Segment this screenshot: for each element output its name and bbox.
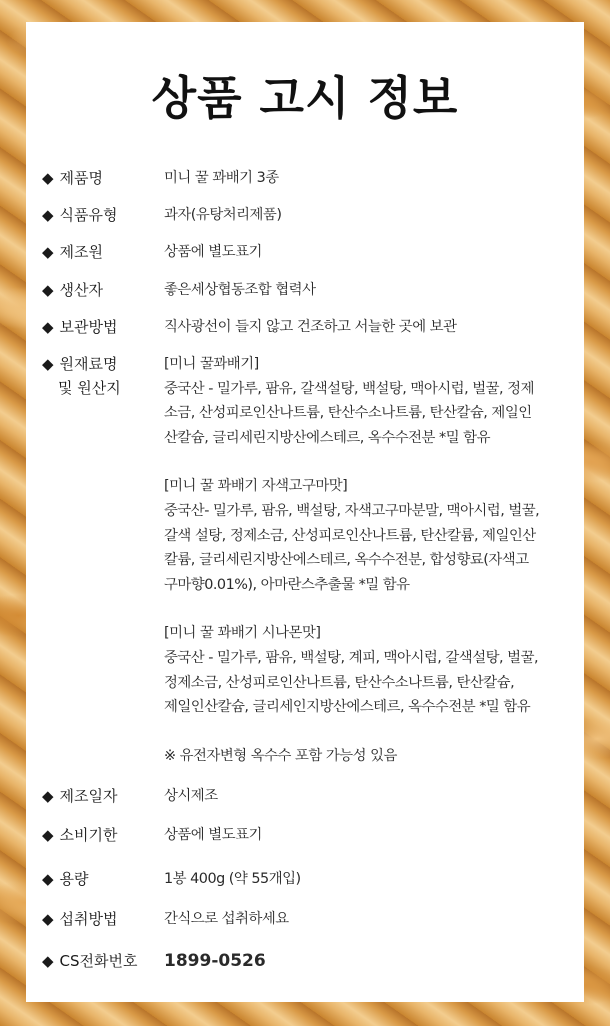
diamond-bullet-icon: ◆ (42, 281, 54, 299)
label-text: CS전화번호 (59, 952, 138, 970)
ingredient-line: [미니 꿀꽈배기] (164, 356, 259, 372)
gmo-notice: ※ 유전자변형 옥수수 포함 가능성 있음 (164, 747, 397, 764)
row-value: 미니 꿀 꽈배기 3종 (164, 170, 279, 186)
row-value: 상품에 별도표기 (164, 244, 262, 260)
label-text: 섭취방법 (59, 910, 118, 928)
page-title: 상품 고시 정보 (151, 71, 459, 125)
ingredient-line: 정제소금, 산성피로인산나트륨, 탄산수소나트륨, 탄산칼슘, (164, 674, 515, 691)
row-label (42, 278, 164, 302)
diamond-bullet-icon: ◆ (42, 169, 54, 187)
spacer (164, 450, 570, 474)
ingredient-line: 소금, 산성피로인산나트륨, 탄산수소나트륨, 탄산칼슘, 제일인 (164, 405, 532, 422)
ingredient-line: 구마향0.01%), 아마란스추출물 *밀 함유 (164, 576, 410, 593)
diamond-bullet-icon: ◆ (42, 787, 54, 805)
row-label (42, 867, 164, 891)
label-text: 식품유형 (59, 206, 118, 224)
row-label (42, 949, 164, 973)
ingredient-line: 제일인산칼슘, 글리세인지방산에스테르, 옥수수전분 *밀 함유 (164, 699, 531, 716)
row-value: 과자(유탕처리제품) (164, 207, 282, 223)
row-value: 좋은세상협동조합 협력사 (164, 282, 316, 298)
ingredient-line: 산칼슘, 글리세린지방산에스테르, 옥수수전분 *밀 함유 (164, 429, 490, 446)
row-label (42, 240, 164, 264)
cs-phone-number: 1899-0526 (164, 951, 266, 971)
row-value: 상시제조 (164, 788, 218, 804)
label-text: 원재료명 (59, 355, 118, 373)
row-value: 직사광선이 들지 않고 건조하고 서늘한 곳에 보관 (164, 319, 457, 335)
label-text-sub: 및 원산지 (58, 379, 121, 397)
ingredient-line: 칼륨, 글리세린지방산에스테르, 옥수수전분, 합성향료(자색고 (164, 552, 529, 569)
ingredients-text (164, 352, 570, 768)
diamond-bullet-icon: ◆ (42, 318, 54, 336)
label-text: 제품명 (59, 169, 104, 187)
label-text: 제조일자 (59, 787, 118, 805)
diamond-bullet-icon: ◆ (42, 355, 54, 373)
ingredient-line: [미니 꿀 꽈배기 자색고구마맛] (164, 478, 348, 495)
row-value: 상품에 별도표기 (164, 827, 262, 843)
row-label (42, 315, 164, 339)
diamond-bullet-icon: ◆ (42, 910, 54, 928)
row-label (42, 784, 164, 808)
diamond-bullet-icon: ◆ (42, 826, 54, 844)
label-text: 용량 (59, 870, 89, 888)
diamond-bullet-icon: ◆ (42, 243, 54, 261)
diamond-bullet-icon: ◆ (42, 952, 54, 970)
product-info-card (26, 22, 584, 1002)
label-text: 소비기한 (59, 826, 118, 844)
ingredient-line: 중국산- 밀가루, 팜유, 백설탕, 자색고구마분말, 맥아시럽, 벌꿀, (164, 502, 540, 519)
row-value: 1봉 400g (약 55개입) (164, 871, 301, 887)
diamond-bullet-icon: ◆ (42, 870, 54, 888)
ingredient-line: 갈색 설탕, 정제소금, 산성피로인산나트륨, 탄산칼륨, 제일인산 (164, 527, 536, 544)
diamond-bullet-icon: ◆ (42, 206, 54, 224)
spacer (164, 720, 570, 744)
ingredient-line: [미니 꿀 꽈배기 시나몬맛] (164, 625, 321, 642)
row-label (42, 907, 164, 931)
spacer (164, 597, 570, 621)
row-label (42, 166, 164, 190)
label-text: 보관방법 (59, 318, 118, 336)
ingredient-line: 중국산 - 밀가루, 팜유, 백설탕, 계피, 맥아시럽, 갈색설탕, 벌꿀, (164, 649, 539, 666)
label-text: 생산자 (59, 281, 104, 299)
row-value: 간식으로 섭취하세요 (164, 911, 289, 927)
row-label (42, 352, 164, 400)
row-label (42, 823, 164, 847)
label-text: 제조원 (59, 243, 104, 261)
row-label (42, 203, 164, 227)
ingredient-line: 중국산 - 밀가루, 팜유, 갈색설탕, 백설탕, 맥아시럽, 벌꿀, 정제 (164, 380, 534, 397)
